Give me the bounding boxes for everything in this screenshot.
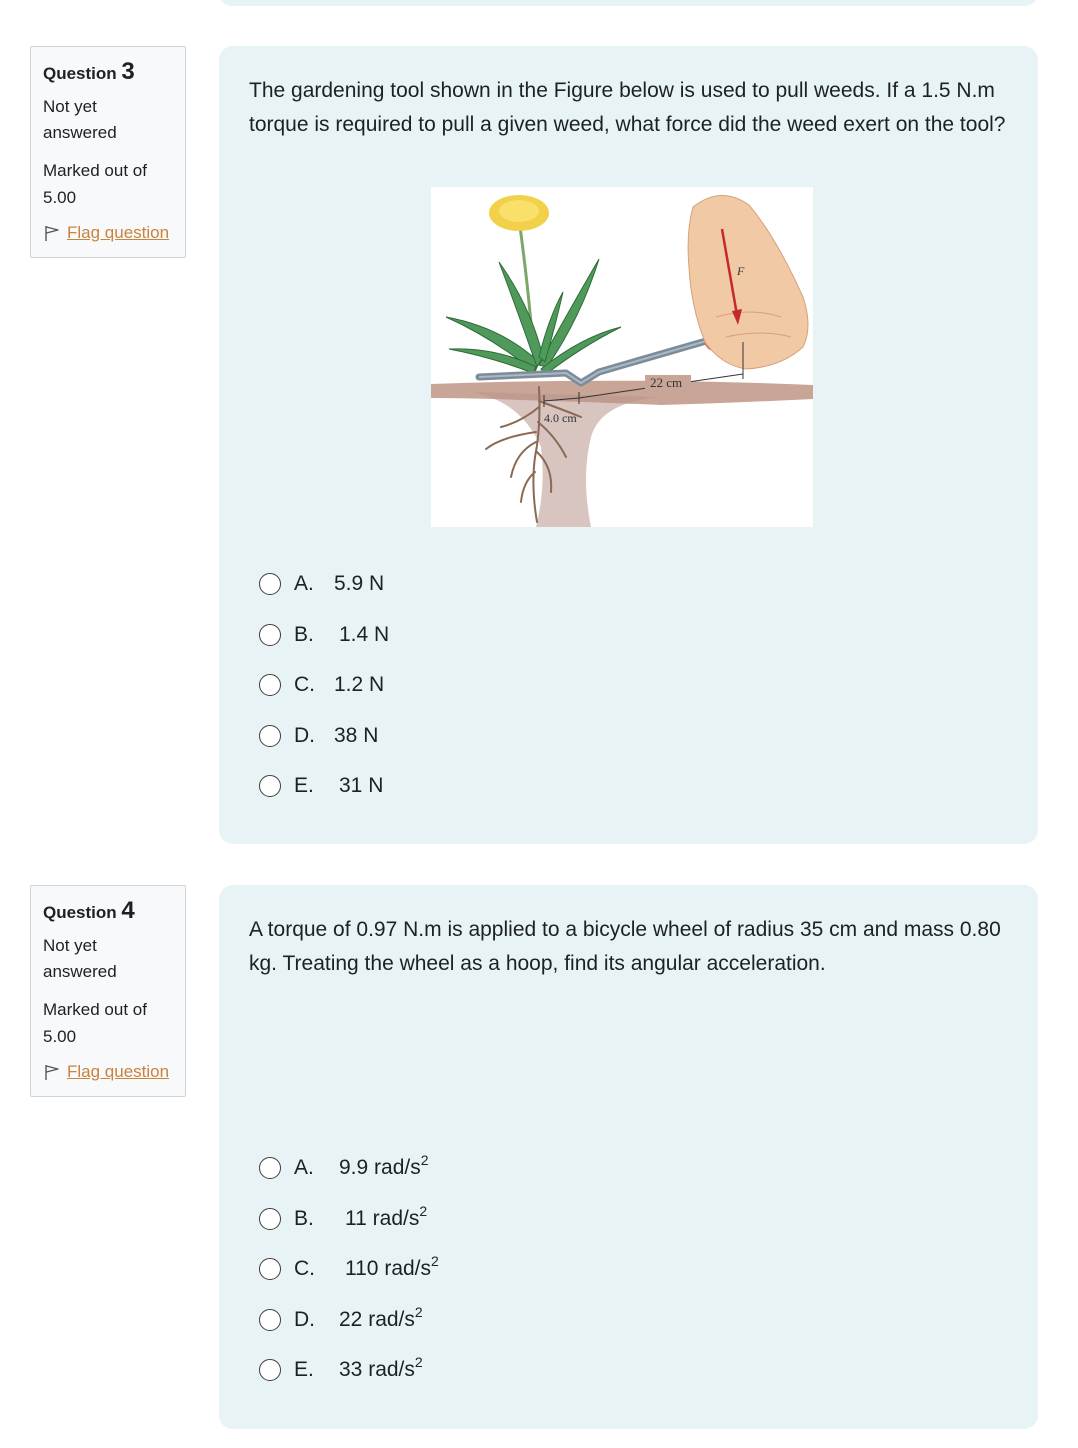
question-info-panel xyxy=(30,46,186,258)
question-title: Question 3 xyxy=(43,58,135,85)
question-content xyxy=(219,885,1038,1429)
answer-radio[interactable] xyxy=(259,674,281,696)
answer-radio[interactable] xyxy=(259,1309,281,1331)
answer-letter: A. xyxy=(294,572,314,595)
question-state: Not yet answered xyxy=(43,936,117,981)
answer-text: 22 rad/$s^2$ xyxy=(339,1304,423,1331)
question-text: A torque of 0.97 N.m is applied to a bicycle wheel of radius 35 cm and mass 0.80 kg. Treating the wheel as a hoop, find its angular acceleration. xyxy=(249,918,1001,975)
flag-icon xyxy=(43,224,61,242)
answer-letter: C. xyxy=(294,673,315,696)
svg-text:22 cm: 22 cm xyxy=(650,375,683,390)
question-number: 3 xyxy=(121,58,135,85)
answer-text: 33 rad/$s^2$ xyxy=(339,1354,423,1381)
flag-question-link[interactable]: Flag question xyxy=(67,223,170,242)
answer-radio[interactable] xyxy=(259,573,281,595)
answer-text: 1.2 N xyxy=(334,673,385,696)
svg-text:F: F xyxy=(737,264,745,278)
question-grade: Marked out of 5.00 xyxy=(43,161,147,207)
answer-option[interactable] xyxy=(259,1253,439,1281)
answer-radio[interactable] xyxy=(259,1258,281,1280)
answer-letter: C. xyxy=(294,1257,315,1280)
answer-option[interactable] xyxy=(259,572,384,596)
answer-text: 11 rad/$s^2$ xyxy=(345,1203,428,1230)
question-title: Question 4 xyxy=(43,897,135,924)
answer-option[interactable] xyxy=(259,1203,428,1231)
answer-text: 31 N xyxy=(339,774,384,797)
svg-text:4.0 cm: 4.0 cm xyxy=(544,411,577,425)
weed-puller-figure xyxy=(431,187,813,527)
answer-letter: B. xyxy=(294,1207,314,1230)
answer-letter: D. xyxy=(294,1308,315,1331)
answer-letter: E. xyxy=(294,1358,314,1381)
answer-letter: E. xyxy=(294,774,314,797)
question-state: Not yet answered xyxy=(43,97,117,142)
answer-text: 1.4 N xyxy=(339,623,390,646)
answer-radio[interactable] xyxy=(259,1208,281,1230)
answer-option[interactable] xyxy=(259,1354,423,1382)
answer-letter: B. xyxy=(294,623,314,646)
answer-option[interactable] xyxy=(259,1152,429,1180)
answer-text: 9.9 rad/$s^2$ xyxy=(339,1152,429,1179)
answer-radio[interactable] xyxy=(259,775,281,797)
answer-radio[interactable] xyxy=(259,1359,281,1381)
question-grade: Marked out of 5.00 xyxy=(43,1000,147,1046)
answer-text: 38 N xyxy=(334,724,379,747)
answer-option[interactable] xyxy=(259,673,384,697)
answer-option[interactable] xyxy=(259,724,378,748)
previous-question-card xyxy=(219,0,1038,6)
question-content xyxy=(219,46,1038,844)
answer-letter: A. xyxy=(294,1156,314,1179)
answer-text: 110 rad/$s^2$ xyxy=(345,1253,439,1280)
answer-radio[interactable] xyxy=(259,1157,281,1179)
flag-icon xyxy=(43,1063,61,1081)
answer-text: 5.9 N xyxy=(334,572,385,595)
question-number: 4 xyxy=(121,897,135,924)
flag-question-button[interactable] xyxy=(43,223,173,243)
question-text: The gardening tool shown in the Figure below is used to pull weeds. If a 1.5 N.m torque is required to pull a given weed, what force did the weed exert on the tool? xyxy=(249,79,1006,136)
answer-radio[interactable] xyxy=(259,725,281,747)
question-info-panel xyxy=(30,885,186,1097)
flag-question-link[interactable]: Flag question xyxy=(67,1062,170,1081)
answer-option[interactable] xyxy=(259,774,383,798)
answer-letter: D. xyxy=(294,724,315,747)
answer-radio[interactable] xyxy=(259,624,281,646)
answer-option[interactable] xyxy=(259,623,389,647)
flag-question-button[interactable] xyxy=(43,1062,173,1082)
answer-option[interactable] xyxy=(259,1304,423,1332)
